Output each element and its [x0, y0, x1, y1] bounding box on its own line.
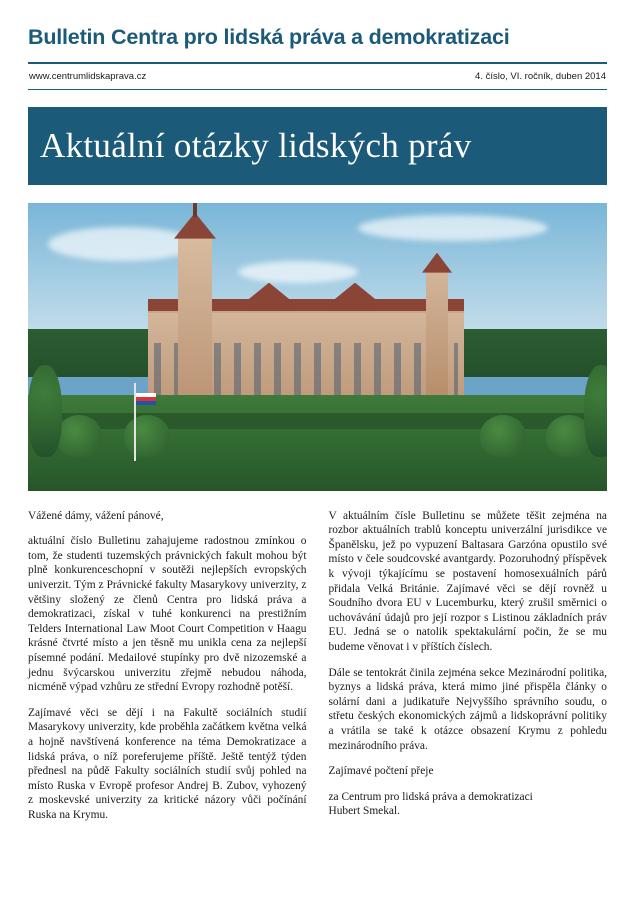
masthead-rule-bottom [28, 89, 607, 90]
signature-line: Hubert Smekal. [328, 805, 400, 818]
cloud-icon [358, 215, 548, 241]
paragraph-salutation: Vážené dámy, vážení pánové, [28, 509, 164, 522]
masthead-meta-row [28, 64, 607, 89]
right-column [329, 509, 608, 834]
paragraph: V aktuálním čísle Bulletinu se můžete těšit zejména na rozbor aktuálních trablů konceptu univerzální jurisdikce ve Španělsku, jež po vypuzení Baltasara Garzóna opustilo své místo v čele soudcovské avantgardy. Pozoruhodný příspěvek k vývoji týkajícímu se postavení homosexuálních párů přidala Velká Británie. Zajímavé věci se dějí rovněž u Soudního dvora EU v Lucemburku, který zrušil směrnici o uchovávání údajů pro její rozpor s Listinou základních práv EU. Jedná se o natolik spektakulární počin, že se mu budeme věnovat i v příštích číslech. [328, 509, 607, 653]
flag-icon [136, 393, 156, 405]
masthead [28, 0, 607, 90]
bush [480, 415, 526, 457]
paragraph: aktuální číslo Bulletinu zahajujeme radostnou zmínkou o tom, že studenti tuzemských právnických fakult mohou být plně konkurenceschopní v soutěži nejlepších evropských univerzit. Tým z Právnické fakulty Masarykovy univerzity, z většiny složený ze členů Centra pro lidská práva a demokratizaci, získal v tuhé konkurenci na prestižním Telders International Law Moot Court Competition v Haagu krásné čtvrté místo a jen těsně mu unikla cena za nejlepší písemné podání. Medailové stupínky pro dvě nizozemské a jednu švýcarskou univerzitu zřejmě nebudou náhoda, nicméně výpad vzhůru ze střední Evropy rozhodně potěší. [28, 535, 307, 694]
tree [584, 365, 607, 457]
website-link[interactable]: www.centrumlidskaprava.cz [29, 70, 147, 82]
article-body [28, 509, 607, 834]
bush [124, 415, 170, 457]
signature-block [329, 764, 608, 819]
paragraph: Dále se tentokrát činila zejména sekce Mezinárodní politika, byznys a lidská práva, která mimo jiné přispěla články o solární dani a judikatuře Nejvyššího správního soudu, o střetu českých ekonomických zájmů a lidskoprávní politiky a vrátila se také k otázce obsazení Krymu z pohledu mezinárodního práva. [328, 666, 607, 752]
left-column [28, 509, 307, 834]
headline-banner [28, 107, 607, 185]
peace-palace-photo [28, 203, 607, 491]
tree [28, 365, 62, 457]
masthead-title: Bulletin Centra pro lidská práva a demokratizaci [28, 25, 510, 49]
signature-line: Zajímavé počtení přeje [328, 765, 434, 778]
issue-info: 4. číslo, VI. ročník, duben 2014 [475, 70, 606, 82]
bush [56, 415, 102, 457]
paragraph: Zajímavé věci se dějí i na Fakultě sociálních studií Masarykovy univerzity, kde proběhla začátkem května velká a hojně navštívená konference na téma Demokratizace a lidská práva, o níž poreferujeme příště. Ještě tentýž týden přednesl na půdě Fakulty sociálních studií svůj pohled na místo Ruska v Evropě profesor Andrej B. Zubov, vyhozený z moskevské univerzity za kritické názory vůči počínání Ruska na Krymu. [28, 706, 307, 821]
clock-tower-spire [193, 203, 197, 217]
signature-line: za Centrum pro lidská práva a demokratizaci [328, 790, 533, 803]
cloud-icon [238, 261, 358, 283]
cloud-icon [48, 227, 198, 261]
page-title: Aktuální otázky lidských práv [40, 126, 472, 166]
